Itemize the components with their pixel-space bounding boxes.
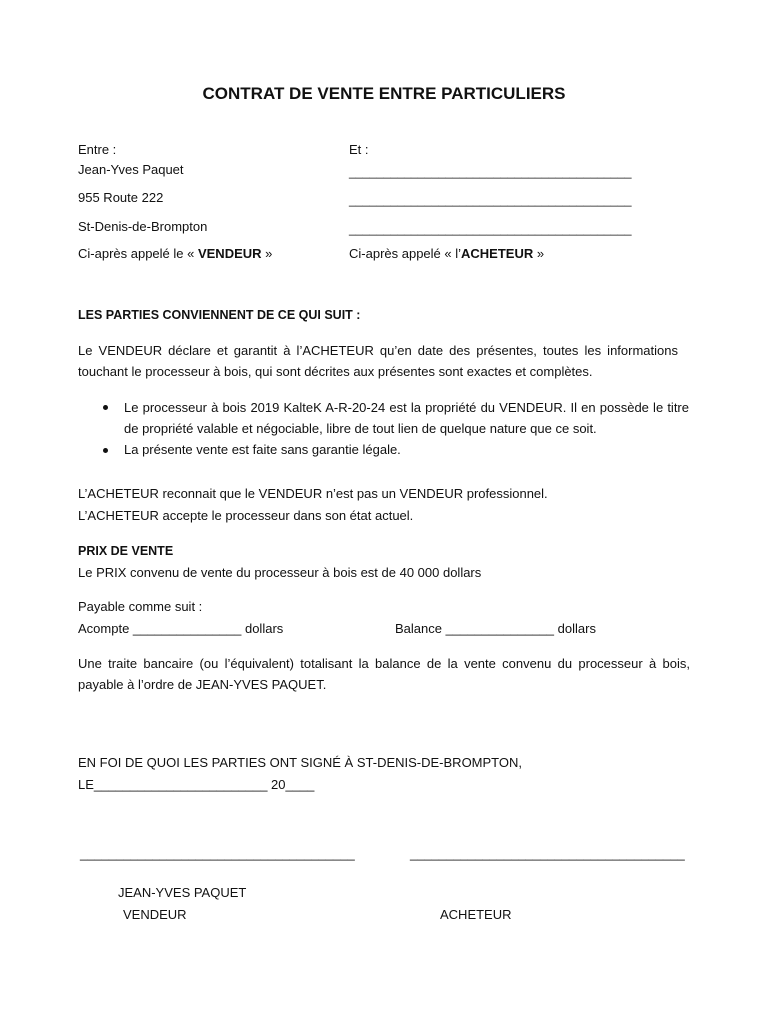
buyer-et-label: Et : <box>349 142 369 157</box>
traite-paragraph: Une traite bancaire (ou l’équivalent) totalisant la balance de la vente convenu du processeur à bois, payable à l’ordre de JEAN-YVES PAQUET. <box>78 656 690 692</box>
seller-role: VENDEUR <box>197 246 262 261</box>
signed-statement: EN FOI DE QUOI LES PARTIES ONT SIGNÉ À ST-DENIS-DE-BROMPTON, <box>78 755 522 770</box>
seller-signature-name: JEAN-YVES PAQUET <box>118 885 247 900</box>
buyer-role: ACHETEUR <box>461 246 534 261</box>
buyer-designation <box>349 246 544 262</box>
buyer-designation-prefix: Ci-après appelé « l’ <box>349 246 462 261</box>
buyer-designation-suffix: » <box>533 246 545 261</box>
buyer-signature-line: ______________________________________ <box>410 846 685 861</box>
price-text: Le PRIX convenu de vente du processeur à bois est de 40 000 dollars <box>78 565 482 580</box>
seller-city: St-Denis-de-Brompton <box>78 219 208 234</box>
seller-address: 955 Route 222 <box>78 190 164 205</box>
buyer-blank-line: _________________________________________ <box>349 165 632 179</box>
bullet-item-ownership: Le processeur à bois 2019 KalteK A-R-20-24 est la propriété du VENDEUR. Il en possède le titre de propriété valable et négociable, libre de tout lien de quelque nature que ce soit. <box>124 400 689 436</box>
seller-signature-role: VENDEUR <box>123 907 187 922</box>
acknowledgement-professional: L’ACHETEUR reconnait que le VENDEUR n’est pas un VENDEUR professionnel. <box>78 486 548 501</box>
document-title: CONTRAT DE VENTE ENTRE PARTICULIERS <box>202 84 566 103</box>
signed-date-line: LE________________________ 20____ <box>78 777 315 792</box>
seller-entre-label: Entre : <box>78 142 117 157</box>
balance-field: Balance _______________ dollars <box>395 621 596 636</box>
bullet-item-warranty: La présente vente est faite sans garantie légale. <box>124 442 401 457</box>
buyer-blank-line: _________________________________________ <box>349 222 632 236</box>
parties-heading: LES PARTIES CONVIENNENT DE CE QUI SUIT : <box>78 308 361 322</box>
bullet-icon <box>103 405 108 410</box>
acknowledgement-condition: L’ACHETEUR accepte le processeur dans son état actuel. <box>78 508 414 523</box>
declaration-paragraph: Le VENDEUR déclare et garantit à l’ACHETEUR qu’en date des présentes, toutes les informations touchant le processeur à bois, qui sont décrites aux présentes sont exactes et complètes. <box>78 343 678 379</box>
seller-designation <box>78 246 272 262</box>
seller-designation-prefix: Ci-après appelé le « <box>78 246 198 261</box>
price-heading: PRIX DE VENTE <box>78 544 174 558</box>
payable-label: Payable comme suit : <box>78 599 203 614</box>
acompte-field: Acompte _______________ dollars <box>78 621 284 636</box>
seller-signature-line: ______________________________________ <box>80 846 355 861</box>
buyer-blank-line: _________________________________________ <box>349 193 632 207</box>
seller-name: Jean-Yves Paquet <box>78 162 184 177</box>
bullet-icon <box>103 448 108 453</box>
buyer-signature-role: ACHETEUR <box>440 907 512 922</box>
seller-designation-suffix: » <box>261 246 273 261</box>
